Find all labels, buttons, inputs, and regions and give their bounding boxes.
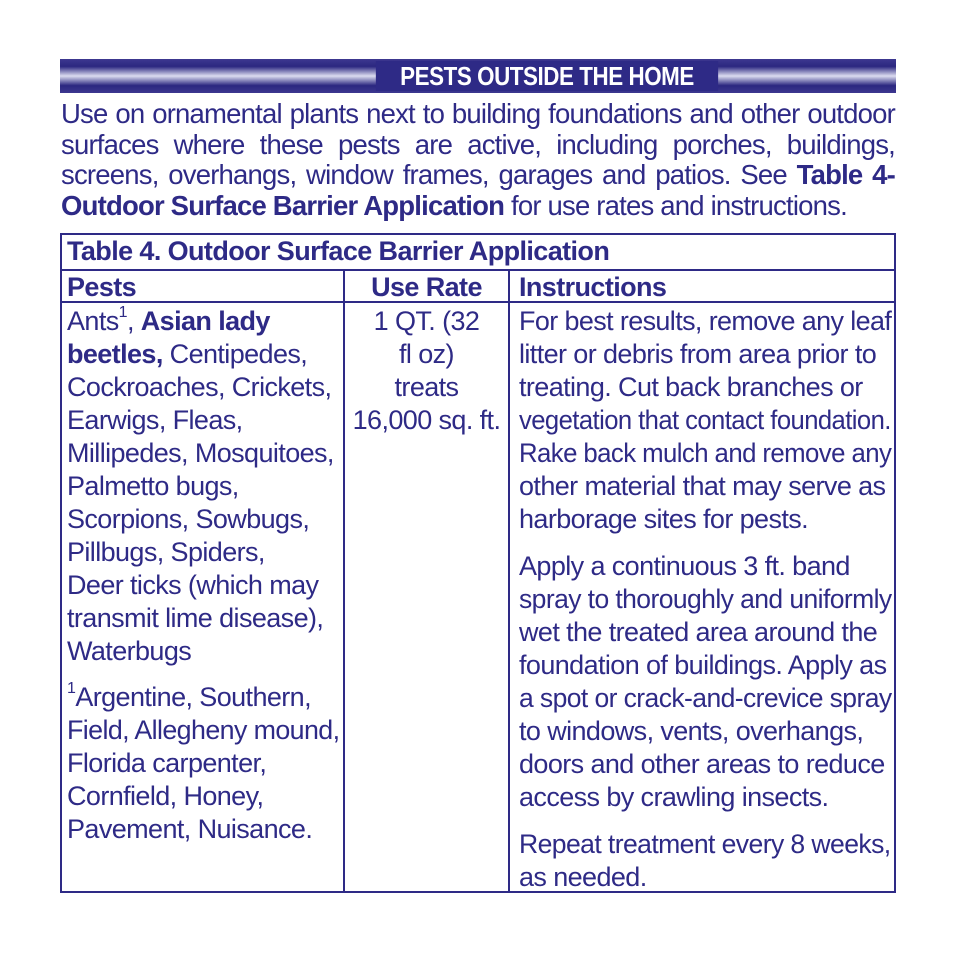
instructions-line: other material that may serve as [519,471,886,501]
footnote-line: Pavement, Nuisance. [67,814,313,844]
pests-line: Millipedes, Mosquitoes, [67,438,334,468]
instructions-line: as needed. [519,862,647,892]
footnote-line: Field, Allegheny mound, [67,715,340,745]
footnote-text: Argentine, Southern, [75,682,311,712]
instructions-line: spray to thoroughly and uniformly [519,584,892,614]
use-rate-line: fl oz) [399,339,454,369]
instructions-line: access by crawling insects. [519,782,829,812]
pest-asian-lady: Asian lady [140,306,270,336]
instructions-line: wet the treated area around the [519,617,878,647]
pest-beetles: beetles, [67,339,163,369]
pests-line: Cockroaches, Crickets, [67,372,332,402]
instructions-line: litter or debris from area prior to [519,339,877,369]
pests-line: Deer ticks (which may [67,570,319,600]
use-rate-line: 16,000 sq. ft. [352,405,501,435]
pests-line: Scorpions, Sowbugs, [67,504,310,534]
table-caption: Table 4. Outdoor Surface Barrier Application [67,236,610,266]
footnote-line: Florida carpenter, [67,748,267,778]
header-use-rate: Use Rate [371,272,482,302]
header-instructions: Instructions [519,272,667,302]
instructions-line: a spot or crack-and-crevice spray [519,683,892,713]
intro-text-after: for use rates and instructions. [504,189,847,221]
pest-ants: Ants [67,306,119,336]
section-banner [60,59,896,93]
pests-line: Waterbugs [67,636,192,666]
instructions-line: Repeat treatment every 8 weeks, [519,829,891,859]
pests-line-1 [67,305,270,338]
barrier-application-table [60,233,896,893]
footnote-marker: 1 [67,680,76,697]
pests-line: transmit lime disease), [67,603,324,633]
instructions-line: to windows, vents, overhangs, [519,716,864,746]
footnote-line: Cornfield, Honey, [67,781,264,811]
pests-line-2 [67,338,307,371]
use-rate-line: 1 QT. (32 [373,306,480,336]
pests-line: Palmetto bugs, [67,471,239,501]
pests-line: Earwigs, Fleas, [67,405,243,435]
instructions-line: foundation of buildings. Apply as [519,650,887,680]
instructions-line: vegetation that contact foundation. [519,405,891,435]
pest-separator: , [126,306,141,336]
footnote-line-1 [67,681,311,714]
intro-paragraph [61,99,895,221]
instructions-line: For best results, remove any leaf [519,306,892,336]
instructions-line: doors and other areas to reduce [519,749,885,779]
pests-line: Pillbugs, Spiders, [67,537,265,567]
header-pests: Pests [67,272,137,302]
instructions-line: Apply a continuous 3 ft. band [519,551,850,581]
ants-footnote-marker: 1 [118,304,127,321]
pest-centipedes: Centipedes, [162,339,308,369]
column-divider-2 [508,271,510,891]
intro-text: Use on ornamental plants next to building foundations and other outdoor surfaces where these pests are active, including porches, buildings, screens, overhangs, window frames, garages and patios. See [61,98,895,190]
instructions-line: treating. Cut back branches or [519,372,863,402]
instructions-line: harborage sites for pests. [519,504,809,534]
use-rate-line: treats [394,372,459,402]
intro-table-reference: Table 4-Outdoor Surface Barrier Application [61,159,896,221]
section-title: PESTS OUTSIDE THE HOME [376,61,718,91]
instructions-line: Rake back mulch and remove any [519,438,892,468]
